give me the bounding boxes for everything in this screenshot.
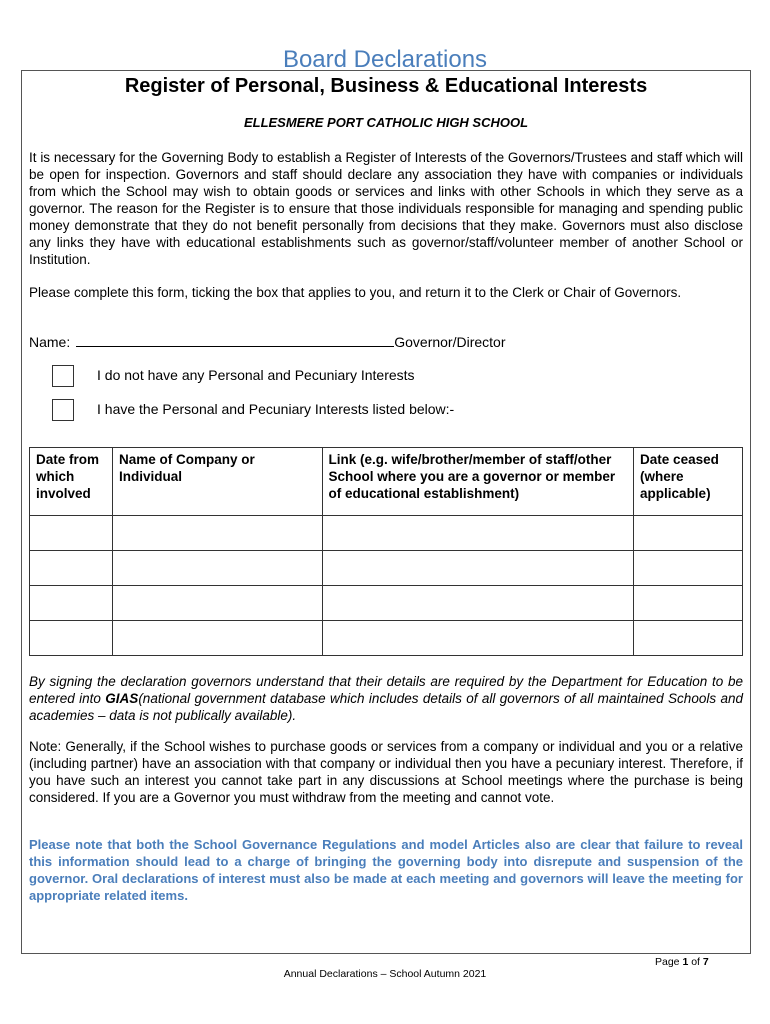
table-row xyxy=(30,516,743,551)
name-label: Name: xyxy=(29,334,71,350)
interests-table xyxy=(29,447,743,656)
table-header-row xyxy=(30,448,743,516)
header-date-ceased: Date ceased (where applicable) xyxy=(634,448,743,516)
instructions-paragraph: Please complete this form, ticking the box that applies to you, and return it to the Clerk or Chair of Governors. xyxy=(29,285,682,300)
no-interests-label: I do not have any Personal and Pecuniary Interests xyxy=(97,367,415,383)
table-cell[interactable] xyxy=(634,586,743,621)
note-paragraph: Note: Generally, if the School wishes to purchase goods or services from a company or individual and you or a relative (including partner) have an association with that company or individual then you have a pecuniary interest. Therefore, if you have such an interest you cannot take part in any discussions at School meetings where the purchase is being considered. If you are a Governor you must withdraw from the meeting and cannot vote. xyxy=(29,739,743,805)
table-cell[interactable] xyxy=(322,621,634,656)
table-row xyxy=(30,586,743,621)
name-row xyxy=(29,333,506,351)
role-label: Governor/Director xyxy=(394,334,506,350)
has-interests-checkbox[interactable] xyxy=(52,399,74,421)
table-cell[interactable] xyxy=(322,586,634,621)
table-row xyxy=(30,551,743,586)
school-name: ELLESMERE PORT CATHOLIC HIGH SCHOOL xyxy=(243,115,529,130)
header-date-from: Date from which involved xyxy=(30,448,113,516)
gias-text-before: By signing the declaration governors understand that their details are required by the Department for Education to be entered into xyxy=(29,674,743,706)
register-title: Register of Personal, Business & Educational Interests xyxy=(124,75,648,97)
table-cell[interactable] xyxy=(30,516,113,551)
gias-term: GIAS xyxy=(105,691,139,706)
table-cell[interactable] xyxy=(112,586,322,621)
page-current: 1 xyxy=(682,956,689,968)
page-word: Page xyxy=(655,956,680,968)
page-total: 7 xyxy=(702,956,709,968)
table-cell[interactable] xyxy=(30,586,113,621)
table-cell[interactable] xyxy=(322,516,634,551)
gias-paragraph xyxy=(29,673,743,724)
table-cell[interactable] xyxy=(634,551,743,586)
header-link: Link (e.g. wife/brother/member of staff/other School where you are a governor or member of educational establishment) xyxy=(322,448,634,516)
gias-text-after: (national government database which includes details of all governors of all maintained Schools and academies – data is not publically available). xyxy=(29,691,743,723)
table-cell[interactable] xyxy=(634,621,743,656)
intro-paragraph: It is necessary for the Governing Body to establish a Register of Interests of the Governors/Trustees and staff which will be open for inspection. Governors and staff should declare any association they have with companies or individuals from which the School may wish to obtain goods or services and links with other Schools in which they serve as a governor. The reason for the Register is to ensure that those individuals responsible for managing and spending public money demonstrate that they do not benefit personally from decisions that they make. Governors must also disclose any links they have with educational establishments such as governor/staff/volunteer member of another School or Institution. xyxy=(29,150,743,267)
page-title: Board Declarations xyxy=(282,46,488,73)
no-interests-checkbox[interactable] xyxy=(52,365,74,387)
table-cell[interactable] xyxy=(112,621,322,656)
footer-text: Annual Declarations – School Autumn 2021 xyxy=(283,968,487,980)
name-field[interactable] xyxy=(76,333,394,347)
table-cell[interactable] xyxy=(30,621,113,656)
table-cell[interactable] xyxy=(112,516,322,551)
warning-paragraph: Please note that both the School Governance Regulations and model Articles also are clear that failure to reveal this information should lead to a charge of bringing the governing body into disrepute and suspension of the governor. Oral declarations of interest must also be made at each meeting and governors will leave the meeting for appropriate related items. xyxy=(29,837,743,903)
header-company-name: Name of Company or Individual xyxy=(112,448,322,516)
has-interests-label: I have the Personal and Pecuniary Interests listed below:- xyxy=(97,401,455,417)
table-row xyxy=(30,621,743,656)
table-cell[interactable] xyxy=(322,551,634,586)
page-of: of xyxy=(691,956,700,968)
table-cell[interactable] xyxy=(30,551,113,586)
table-cell[interactable] xyxy=(634,516,743,551)
table-cell[interactable] xyxy=(112,551,322,586)
